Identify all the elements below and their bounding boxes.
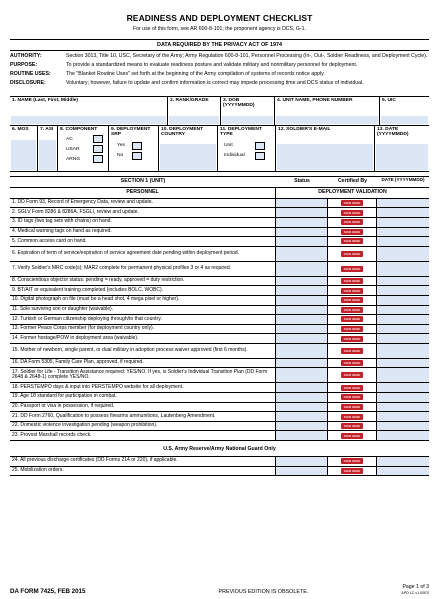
status-field[interactable] <box>276 457 328 466</box>
version-label: APD LC v1.00ES <box>401 590 429 595</box>
status-field[interactable] <box>276 359 328 368</box>
type-cell <box>218 126 276 171</box>
checklist-row <box>10 334 429 344</box>
checklist-row <box>10 368 429 383</box>
uic-label: 5. UIC <box>382 97 396 103</box>
status-field[interactable] <box>276 334 328 343</box>
component-option-ac[interactable]: AC <box>66 134 103 144</box>
privacy-text: To provide a standardized means to evaluate readiness posture and validate military and nonmilitary personnel for deployment. <box>66 61 358 68</box>
date-field[interactable] <box>377 412 429 421</box>
checklist-item-text: 11. Sole surviving son or daughter (waivable). <box>10 306 276 315</box>
component-option-usar[interactable]: USAR <box>66 144 103 154</box>
status-field[interactable] <box>276 403 328 412</box>
date-field[interactable] <box>377 403 429 412</box>
sign-here-button[interactable]: SIGN HERE <box>341 394 363 400</box>
component-label: 8. COMPONENT <box>60 126 98 132</box>
date-field[interactable] <box>377 306 429 315</box>
uic-field[interactable] <box>381 116 428 124</box>
checklist-row <box>10 277 429 287</box>
certified-by-cell <box>328 286 377 295</box>
form-footer <box>10 585 429 595</box>
reserve-title: U.S. Army Reserve/Army National Guard Only <box>163 446 276 453</box>
privacy-act-section <box>10 51 429 90</box>
date-field[interactable] <box>377 286 429 295</box>
checklist-item-text: 4. Medical warning tags on hand as required. <box>10 228 276 237</box>
checklist-row <box>10 412 429 422</box>
privacy-label: PURPOSE: <box>10 61 38 68</box>
certified-by-cell <box>328 296 377 305</box>
checklist-item-text: 12. Turkish or German citizenship deploying through/to that country. <box>10 315 276 324</box>
section-1-header <box>10 176 429 188</box>
sign-here-button[interactable]: SIGN HERE <box>341 404 363 410</box>
checklist-item-text: 1. DD Form 93, Record of Emergency Data, review and update. <box>10 199 276 208</box>
certified-by-cell <box>328 422 377 431</box>
date-field[interactable] <box>377 296 429 305</box>
sign-here-button[interactable]: SIGN HERE <box>341 372 363 378</box>
reserve-subheader <box>10 441 429 457</box>
checkbox[interactable] <box>93 155 103 163</box>
asi-field[interactable] <box>39 140 56 170</box>
date-field[interactable] <box>377 467 429 476</box>
checklist-item-text: 18. PERSTEMPO days & input into PERSTEMPO website for all deployment. <box>10 383 276 392</box>
checklist-item-text: 15. Mother of newborn, single parent, or dual military in adoption process waiver approved (first 6 months). <box>10 344 276 358</box>
status-field[interactable] <box>276 277 328 286</box>
sign-here-button[interactable]: SIGN HERE <box>341 414 363 420</box>
component-cell <box>58 126 109 171</box>
sign-here-button[interactable]: SIGN HERE <box>341 200 363 206</box>
component-option-arng[interactable]: ARNG <box>66 154 103 164</box>
checklist-item-text: 13. Former Peace Corps member (for deployment country only). <box>10 325 276 334</box>
checklist-item-text: 10. Digital photograph on file (must be a head shot, 4 mega pixel or higher). <box>10 296 276 305</box>
checklist-item-text: 22. Domestic violence investigation pending (weapon prohibition). <box>10 422 276 431</box>
checklist-item-text: 14. Former hostage/POW in deployment area (waivable). <box>10 334 276 343</box>
srp-label: 9. DEPLOYMENT SRP <box>111 126 151 138</box>
date-cell <box>375 126 429 171</box>
status-field[interactable] <box>276 315 328 324</box>
privacy-text: The "Blanket Routine Uses" set forth at the beginning of the Army compilation of systems of records notice apply. <box>66 70 325 77</box>
checklist-row <box>10 344 429 359</box>
checklist-item-text: 2. SGLV Form 8286 & 8286A, FSGLI, review and update. <box>10 208 276 217</box>
checklist-row <box>10 467 429 477</box>
form-subtitle: For use of this form, see AR 600-8-101; the proponent agency is DCS, G-1. <box>132 25 306 32</box>
personal-info-row-2 <box>10 125 429 172</box>
personnel-subheader <box>10 188 429 199</box>
rank-label: 2. RANK/GRADE <box>170 97 209 103</box>
status-field[interactable] <box>276 467 328 476</box>
certified-by-cell <box>328 237 377 246</box>
uic-cell <box>380 97 429 125</box>
status-field[interactable] <box>276 368 328 382</box>
sign-here-button[interactable]: SIGN HERE <box>341 316 363 322</box>
certified-by-cell <box>328 344 377 358</box>
date-field[interactable] <box>377 383 429 392</box>
privacy-label: DISCLOSURE: <box>10 79 46 86</box>
status-field[interactable] <box>276 325 328 334</box>
checklist-row <box>10 262 429 277</box>
checklist-row <box>10 306 429 316</box>
certified-by-cell <box>328 412 377 421</box>
checklist-item-text: 20. Passport or visa in possession, if required. <box>10 403 276 412</box>
email-label: 12. SOLDIER'S E-MAIL <box>278 126 331 132</box>
asi-cell <box>38 126 58 171</box>
name-field[interactable] <box>11 116 166 124</box>
mos-field[interactable] <box>11 140 36 170</box>
country-label: 10. DEPLOYMENT COUNTRY <box>161 126 204 138</box>
dob-label: 3. DOB (YYYYMMDD) <box>223 97 255 109</box>
certified-by-cell <box>328 457 377 466</box>
sign-here-button[interactable]: SIGN HERE <box>341 348 363 354</box>
date-field[interactable] <box>377 431 429 440</box>
checklist-item-text: 16. DA Form 5305, Family Care Plan, approved, if required. <box>10 359 276 368</box>
status-field[interactable] <box>276 393 328 402</box>
privacy-row-routine-uses <box>10 70 429 79</box>
srp-option-no[interactable]: No <box>117 151 142 161</box>
sign-here-button[interactable]: SIGN HERE <box>341 423 363 429</box>
certified-by-cell <box>328 199 377 208</box>
checklist-row <box>10 422 429 432</box>
sign-here-button[interactable]: SIGN HERE <box>341 336 363 342</box>
sign-here-button[interactable]: SIGN HERE <box>341 433 363 439</box>
checklist-row <box>10 286 429 296</box>
date-field[interactable] <box>377 393 429 402</box>
date-field[interactable] <box>377 262 429 276</box>
certified-by-cell <box>328 368 377 382</box>
sign-here-button[interactable]: SIGN HERE <box>341 360 363 366</box>
checklist-row <box>10 325 429 335</box>
checklist-row <box>10 359 429 369</box>
name-label: 1. NAME (Last, First, Middle) <box>12 97 79 103</box>
sign-here-button[interactable]: SIGN HERE <box>341 468 363 474</box>
unit-phone-label: 4. UNIT NAME, PHONE NUMBER <box>277 97 353 103</box>
checklist-row <box>10 208 429 218</box>
checklist-item-text: 25. Mobilization orders. <box>10 467 276 476</box>
certified-by-cell <box>328 208 377 217</box>
name-cell <box>10 97 168 125</box>
date-header: DATE (YYYYMMDD) <box>381 176 425 182</box>
certified-by-cell <box>328 247 377 261</box>
checklist-item-text: 23. Provost Marshall records check. <box>10 431 276 440</box>
date-field[interactable] <box>377 368 429 382</box>
certified-by-cell <box>328 325 377 334</box>
status-field[interactable] <box>276 344 328 358</box>
form-number: DA FORM 7425, FEB 2015 <box>10 587 86 595</box>
unit-phone-field[interactable] <box>276 116 378 124</box>
mos-cell <box>10 126 38 171</box>
date-field[interactable] <box>377 315 429 324</box>
sign-here-button[interactable]: SIGN HERE <box>341 219 363 225</box>
email-cell <box>276 126 375 171</box>
date-field[interactable] <box>377 208 429 217</box>
checklist-row <box>10 237 429 247</box>
checklist-item-text: 21. DD Form 2760, Qualification to possess firearms ammunitions, Lautenberg Amendment. <box>10 412 276 421</box>
date-field[interactable] <box>377 422 429 431</box>
status-field[interactable] <box>276 306 328 315</box>
date-field[interactable] <box>377 237 429 246</box>
checklist-items <box>10 199 429 441</box>
sign-here-button[interactable]: SIGN HERE <box>341 326 363 332</box>
checklist-row <box>10 315 429 325</box>
checklist-row <box>10 247 429 262</box>
page-number: Page 1 of 3 <box>402 583 429 590</box>
checklist-row <box>10 393 429 403</box>
checklist-item-text: 24. All previous discharge certificates (DD Forms 214 or 220), if applicable. <box>10 457 276 466</box>
checkbox[interactable] <box>93 145 103 153</box>
privacy-row-authority <box>10 52 429 61</box>
sign-here-button[interactable]: SIGN HERE <box>341 278 363 284</box>
date-label: 13. DATE (YYYYMMDD) <box>377 126 409 138</box>
date-field[interactable] <box>377 277 429 286</box>
privacy-text: Section 3013, Title 10, USC, Secretary of the Army; Army Regulation 600-8-101, Personnel Processing (In-, Out-, Soldier Readiness, and Deployment Cycle). <box>66 52 428 59</box>
rank-field[interactable] <box>169 116 219 124</box>
sign-here-button[interactable]: SIGN HERE <box>341 238 363 244</box>
certified-by-cell <box>328 277 377 286</box>
certified-by-cell <box>328 228 377 237</box>
rank-cell <box>168 97 221 125</box>
sign-here-button[interactable]: SIGN HERE <box>341 229 363 235</box>
checkbox[interactable] <box>132 152 142 160</box>
date-field[interactable] <box>376 144 428 170</box>
date-field[interactable] <box>377 359 429 368</box>
status-field[interactable] <box>276 431 328 440</box>
checklist-row <box>10 199 429 209</box>
status-field[interactable] <box>276 208 328 217</box>
certified-header: Certified By <box>337 177 368 184</box>
edition-notice: PREVIOUS EDITION IS OBSOLETE. <box>218 588 309 595</box>
checklist-item-text: 9. BT/AIT or equivalent training completed (includes BOLC, WOBC). <box>10 286 276 295</box>
personnel-title: PERSONNEL <box>10 188 276 198</box>
checklist-item-text: 17. Soldier for Life - Transition Assistance required: YES/NO. If yes, is Soldier's Individual Transition Plan (DD Form 2648 & 2648-1) complete YES/NO. <box>10 368 276 382</box>
checklist-row <box>10 431 429 441</box>
checklist-item-text: 3. ID tags (two tag sets with chains) on hand. <box>10 218 276 227</box>
status-field[interactable] <box>276 218 328 227</box>
date-field[interactable] <box>377 334 429 343</box>
date-field[interactable] <box>377 199 429 208</box>
country-cell <box>159 126 218 171</box>
privacy-act-header: DATA REQUIRED BY THE PRIVACY ACT OF 1974 <box>10 39 429 51</box>
checklist-item-text: 7. Verify Soldier's MRC code(s); MAR2 complete for permanent physical profiles 3 or 4 as required. <box>10 262 276 276</box>
checklist-item-text: 19. Age 18 standard for participation in combat. <box>10 393 276 402</box>
sign-here-button[interactable]: SIGN HERE <box>341 266 363 272</box>
dob-field[interactable] <box>222 116 273 124</box>
certified-by-cell <box>328 218 377 227</box>
privacy-text: Voluntary; however, failure to update and confirm information is correct may impede processing time and DCS status of individual. <box>66 79 364 86</box>
certified-by-cell <box>328 467 377 476</box>
country-field[interactable] <box>160 144 216 170</box>
email-field[interactable] <box>277 144 373 170</box>
certified-by-cell <box>328 315 377 324</box>
certified-by-cell <box>328 393 377 402</box>
form-title: READINESS AND DEPLOYMENT CHECKLIST <box>126 13 313 23</box>
status-field[interactable] <box>276 286 328 295</box>
mos-label: 6. MOS <box>12 126 29 132</box>
date-field[interactable] <box>377 344 429 358</box>
validation-title: DEPLOYMENT VALIDATION <box>318 188 387 195</box>
section-1-title: SECTION 1 (UNIT) <box>120 177 166 184</box>
privacy-row-disclosure <box>10 79 429 90</box>
dob-cell <box>221 97 275 125</box>
certified-by-cell <box>328 262 377 276</box>
certified-by-cell <box>328 431 377 440</box>
date-field[interactable] <box>377 218 429 227</box>
checkbox[interactable] <box>93 135 103 143</box>
type-option-individual[interactable]: Individual <box>224 151 265 161</box>
status-field[interactable] <box>276 199 328 208</box>
sign-here-button[interactable]: SIGN HERE <box>341 385 363 391</box>
certified-by-cell <box>328 403 377 412</box>
reserve-checklist-items <box>10 457 429 476</box>
status-field[interactable] <box>276 247 328 261</box>
checklist-row <box>10 218 429 228</box>
status-field[interactable] <box>276 262 328 276</box>
date-field[interactable] <box>377 457 429 466</box>
personal-info-row-1 <box>10 96 429 125</box>
privacy-label: ROUTINE USES: <box>10 70 51 77</box>
certified-by-cell <box>328 383 377 392</box>
certified-by-cell <box>328 334 377 343</box>
certified-by-cell <box>328 306 377 315</box>
checklist-item-text: 8. Conscientious objector status: pending = ready, approved = duty restriction. <box>10 277 276 286</box>
srp-option-yes[interactable]: Yes <box>117 141 142 151</box>
page-info <box>401 585 429 595</box>
certified-by-cell <box>328 359 377 368</box>
status-field[interactable] <box>276 422 328 431</box>
checklist-item-text: 5. Common access card on hand. <box>10 237 276 246</box>
date-field[interactable] <box>377 247 429 261</box>
privacy-label: AUTHORITY: <box>10 52 42 59</box>
checklist-row <box>10 383 429 393</box>
unit-phone-cell <box>275 97 380 125</box>
status-field[interactable] <box>276 412 328 421</box>
sign-here-button[interactable]: SIGN HERE <box>341 307 363 313</box>
sign-here-button[interactable]: SIGN HERE <box>341 297 363 303</box>
checkbox[interactable] <box>255 142 265 150</box>
status-field[interactable] <box>276 237 328 246</box>
checkbox[interactable] <box>255 152 265 160</box>
asi-label: 7. ASI <box>40 126 54 132</box>
checklist-row <box>10 296 429 306</box>
checklist-row <box>10 457 429 467</box>
checklist-item-text: 6. Expiration of term of service/expiration of service agreement date pending within deployment period. <box>10 247 276 261</box>
checklist-row <box>10 228 429 238</box>
sign-here-button[interactable]: SIGN HERE <box>341 288 363 294</box>
type-option-unit[interactable]: Unit <box>224 141 265 151</box>
srp-cell <box>109 126 159 171</box>
status-field[interactable] <box>276 383 328 392</box>
checklist-row <box>10 403 429 413</box>
status-field[interactable] <box>276 228 328 237</box>
sign-here-button[interactable]: SIGN HERE <box>341 210 363 216</box>
type-label: 11. DEPLOYMENT TYPE <box>220 126 262 138</box>
date-field[interactable] <box>377 325 429 334</box>
checkbox[interactable] <box>132 142 142 150</box>
status-field[interactable] <box>276 296 328 305</box>
sign-here-button[interactable]: SIGN HERE <box>341 458 363 464</box>
privacy-row-purpose <box>10 61 429 70</box>
status-header: Status <box>294 177 310 184</box>
sign-here-button[interactable]: SIGN HERE <box>341 251 363 257</box>
date-field[interactable] <box>377 228 429 237</box>
